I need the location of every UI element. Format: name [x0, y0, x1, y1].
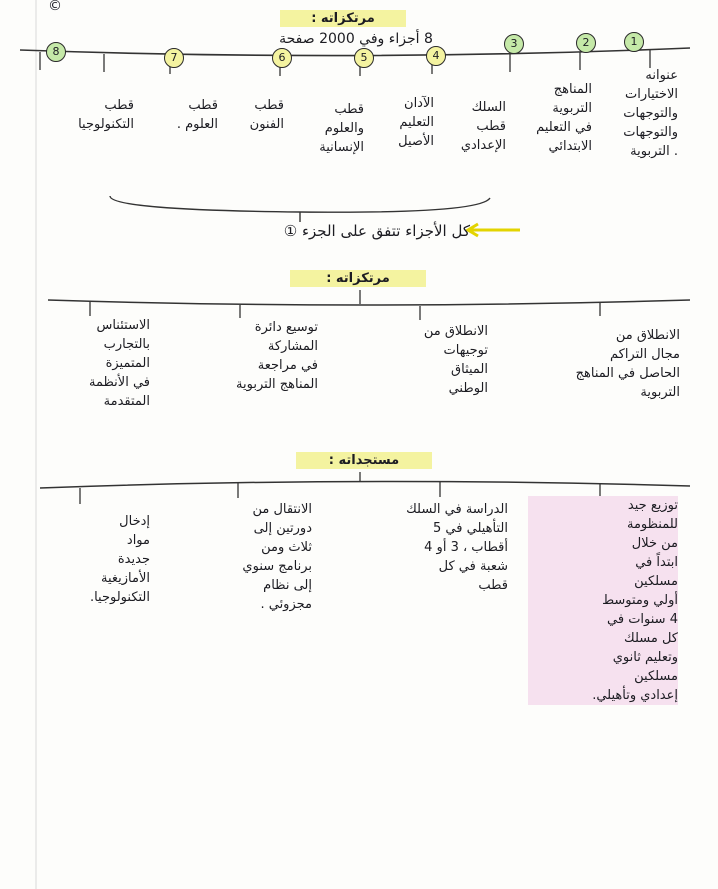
corner-symbol: © [48, 0, 62, 14]
marker-8: 8 [46, 42, 66, 62]
section-1-item-1: عنوانه الاختيارات والتوجهات والتوجهات . التربوية [623, 68, 678, 159]
section-3-item-1: توزيع جيد للمنظومة من خلال ابتداً في مسلكين أولي ومتوسط 4 سنوات في كل مسلك وتعليم ثانوي مسلكين إعدادي وتأهيلي. [528, 496, 678, 705]
section-3-title: مستجداته : [296, 452, 432, 469]
marker-3: 3 [504, 34, 524, 54]
section-2-item-4: الاستئناس بالتجارب المتميزة في الأنظمة المتقدمة [89, 318, 150, 409]
section-1-item-5: قطب والعلوم الإنسانية [319, 102, 364, 155]
marker-5: 5 [354, 48, 374, 68]
section-1-item-7: قطب العلوم . [176, 98, 218, 132]
section-3-item-3: الانتقال من دورتين إلى ثلاث ومن برنامج سنوي إلى نظام مجزوئي . [242, 502, 312, 612]
marker-4: 4 [426, 46, 446, 66]
section-1-title: مرتكزاته : [280, 10, 406, 27]
section-2-title: مرتكزاته : [290, 270, 426, 287]
section-1-item-4: الآدان التعليم الأصيل [398, 96, 434, 149]
section-3-item-4: إدخال مواد جديدة الأمازيغية التكنولوجيا. [89, 514, 150, 605]
marker-6: 6 [272, 48, 292, 68]
section-1-item-6: قطب الفنون [249, 98, 284, 132]
section-2-item-3: توسيع دائرة المشاركة في مراجعة المناهج التربوية [236, 320, 318, 392]
section-1-item-8: قطب التكنولوجيا [78, 98, 134, 132]
section-1-item-2: المناهج التربوية في التعليم الابتدائي [536, 82, 592, 154]
marker-1: 1 [624, 32, 644, 52]
section-1-item-3: السلك قطب الإعدادي [460, 100, 506, 153]
marker-2: 2 [576, 33, 596, 53]
section-3-item-2: الدراسة في السلك التأهيلي في 5 أقطاب ، 3 أو 4 شعبة في كل قطب [406, 502, 508, 593]
section-1-subtitle: 8 أجزاء وفي 2000 صفحة [279, 31, 433, 47]
section-2-item-2: الانطلاق من توجيهات الميثاق الوطني [423, 324, 488, 396]
marker-7: 7 [164, 48, 184, 68]
section-2-item-1: الانطلاق من مجال التراكم الحاصل في المناهج التربوية [575, 328, 680, 400]
section-1-note: كل الأجزاء تتفق على الجزء ① [283, 222, 470, 240]
